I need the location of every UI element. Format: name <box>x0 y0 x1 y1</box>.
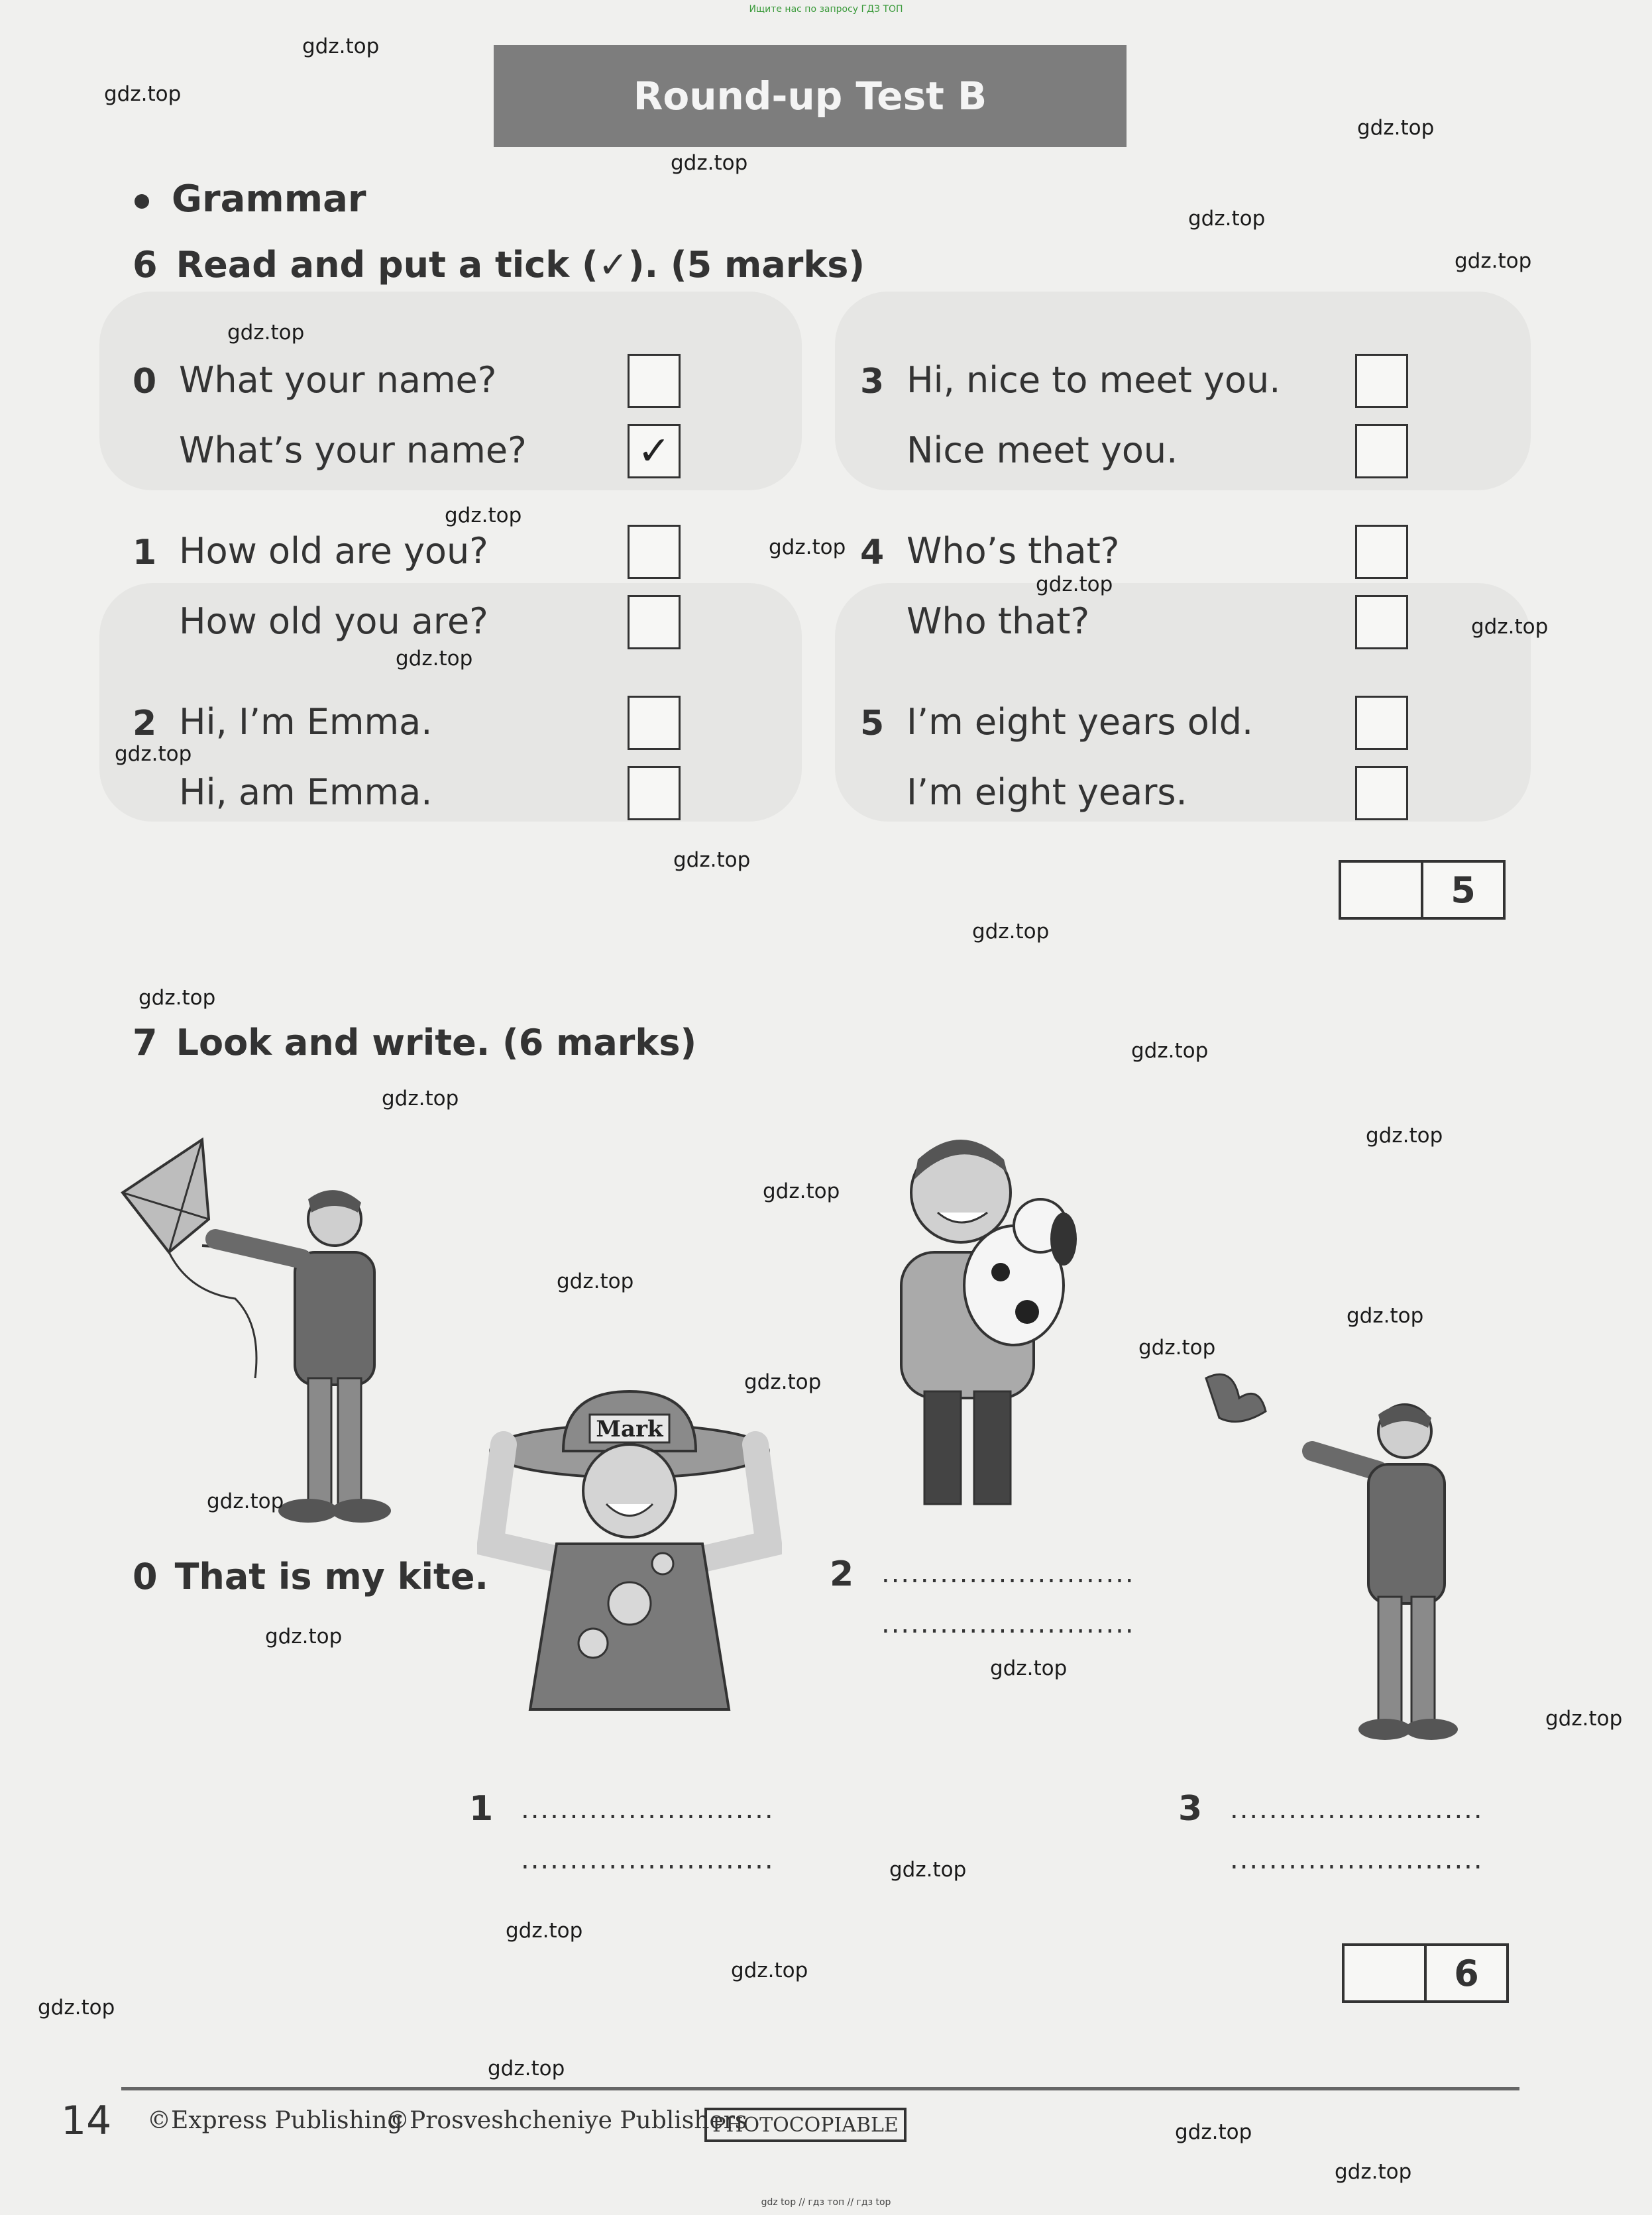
section-label: Grammar <box>172 178 366 221</box>
watermark: gdz.top <box>763 1179 840 1203</box>
watermark: gdz.top <box>557 1270 634 1293</box>
watermark: gdz.top <box>1335 2160 1412 2184</box>
option-text: What’s your name? <box>179 429 527 471</box>
dog-boy-illustration <box>861 1120 1140 1517</box>
watermark: gdz.top <box>1357 116 1435 140</box>
watermark: gdz.top <box>1036 572 1113 596</box>
watermark: gdz.top <box>115 742 192 766</box>
answer-number: 1 <box>469 1789 494 1829</box>
watermark: gdz.top <box>731 1959 808 1982</box>
option-text: Hi, nice to meet you. <box>907 359 1281 401</box>
watermark: gdz.top <box>769 535 846 559</box>
option-text: What your name? <box>179 359 497 401</box>
watermark: gdz.top <box>744 1370 822 1394</box>
bullet-icon <box>135 194 149 209</box>
tick-box[interactable] <box>628 696 681 750</box>
answer-number: 3 <box>1178 1789 1203 1829</box>
page-title: Round-up Test B <box>494 45 1127 147</box>
tick-box[interactable] <box>628 354 681 408</box>
exercise-title: Read and put a tick (✓). (5 marks) <box>176 244 865 286</box>
tick-box[interactable] <box>1355 354 1408 408</box>
exercise-number: 7 <box>133 1022 158 1063</box>
watermark: gdz.top <box>990 1656 1068 1680</box>
example-text: That is my kite. <box>174 1556 489 1597</box>
exercise-number: 6 <box>133 244 158 286</box>
item-number: 2 <box>133 704 157 743</box>
answer-line[interactable]: .......................... <box>521 1794 775 1825</box>
tick-box[interactable] <box>1355 595 1408 649</box>
watermark: gdz.top <box>506 1919 583 1943</box>
exercise-title: Look and write. (6 marks) <box>176 1022 697 1063</box>
answer-line[interactable]: .......................... <box>1230 1794 1484 1825</box>
option-text: Who that? <box>907 600 1090 642</box>
watermark: gdz.top <box>1545 1707 1623 1731</box>
watermark: gdz.top <box>972 920 1050 944</box>
watermark: gdz.top <box>1366 1124 1443 1148</box>
watermark: gdz.top <box>445 504 522 527</box>
tick-box[interactable] <box>1355 525 1408 579</box>
watermark: gdz.top <box>138 986 216 1010</box>
watermark: gdz.top <box>1347 1304 1424 1328</box>
kite-boy-illustration <box>109 1126 427 1537</box>
watermark: gdz.top <box>396 647 473 671</box>
hat-label: Mark <box>596 1416 663 1442</box>
item-number: 1 <box>133 533 157 572</box>
watermark: gdz.top <box>889 1858 967 1882</box>
footer-note: gdz top // гдз топ // гдз top <box>761 2197 891 2208</box>
header-note: Ищите нас по запросу ГДЗ ТОП <box>749 4 903 15</box>
watermark: gdz.top <box>1471 615 1549 639</box>
watermark: gdz.top <box>227 321 305 345</box>
watermark: gdz.top <box>673 848 751 872</box>
watermark: gdz.top <box>38 1996 115 2020</box>
example-number: 0 <box>133 1556 158 1597</box>
watermark: gdz.top <box>488 2057 565 2080</box>
answer-line[interactable]: .......................... <box>881 1609 1135 1639</box>
publisher-credit: ©Express Publishing <box>147 2107 403 2134</box>
exercise-7-heading <box>133 1022 696 1063</box>
section-heading <box>135 178 366 221</box>
option-text: Who’s that? <box>907 530 1120 572</box>
watermark: gdz.top <box>1455 249 1532 273</box>
item-number: 4 <box>860 533 885 572</box>
exercise-6-heading <box>133 244 865 286</box>
answer-number: 2 <box>830 1554 854 1594</box>
hat-boy-illustration <box>477 1378 782 1736</box>
watermark: gdz.top <box>1188 207 1266 231</box>
option-text: How old you are? <box>179 600 488 642</box>
score-total: 6 <box>1454 1952 1479 1994</box>
page-number: 14 <box>61 2098 112 2144</box>
tick-box[interactable]: ✓ <box>628 424 681 478</box>
watermark: gdz.top <box>207 1489 284 1513</box>
option-text: Hi, am Emma. <box>179 771 433 813</box>
tick-box[interactable] <box>1355 424 1408 478</box>
answer-line[interactable]: .......................... <box>521 1845 775 1875</box>
tick-box[interactable] <box>1355 766 1408 820</box>
watermark: gdz.top <box>302 34 380 58</box>
example-sentence <box>133 1556 488 1597</box>
option-text: Hi, I’m Emma. <box>179 701 433 743</box>
photocopiable-label: PHOTOCOPIABLE <box>704 2108 907 2142</box>
item-number: 5 <box>860 704 885 743</box>
tick-box[interactable] <box>1355 696 1408 750</box>
item-number: 0 <box>133 362 157 402</box>
watermark: gdz.top <box>1175 2120 1252 2144</box>
watermark: gdz.top <box>265 1625 343 1648</box>
item-number: 3 <box>860 362 885 402</box>
score-box <box>1339 860 1506 920</box>
option-text: Nice meet you. <box>907 429 1178 471</box>
option-text: How old are you? <box>179 530 488 572</box>
option-text: I’m eight years. <box>907 771 1187 813</box>
option-text: I’m eight years old. <box>907 701 1254 743</box>
footer-divider <box>121 2087 1519 2090</box>
score-total: 5 <box>1451 869 1476 911</box>
score-blank[interactable] <box>1345 1946 1427 2000</box>
watermark: gdz.top <box>382 1087 459 1110</box>
watermark: gdz.top <box>1131 1039 1209 1063</box>
answer-line[interactable]: .......................... <box>881 1558 1135 1589</box>
watermark: gdz.top <box>104 82 182 106</box>
answer-line[interactable]: .......................... <box>1230 1845 1484 1875</box>
tick-box[interactable] <box>628 766 681 820</box>
butterfly-boy-illustration <box>1193 1365 1458 1749</box>
score-box <box>1342 1943 1509 2003</box>
score-blank[interactable] <box>1341 863 1423 917</box>
tick-box[interactable] <box>628 595 681 649</box>
publisher-credit: ©Prosveshcheniye Publishers <box>386 2107 747 2134</box>
watermark: gdz.top <box>1138 1336 1216 1360</box>
watermark: gdz.top <box>671 151 748 175</box>
tick-box[interactable] <box>628 525 681 579</box>
